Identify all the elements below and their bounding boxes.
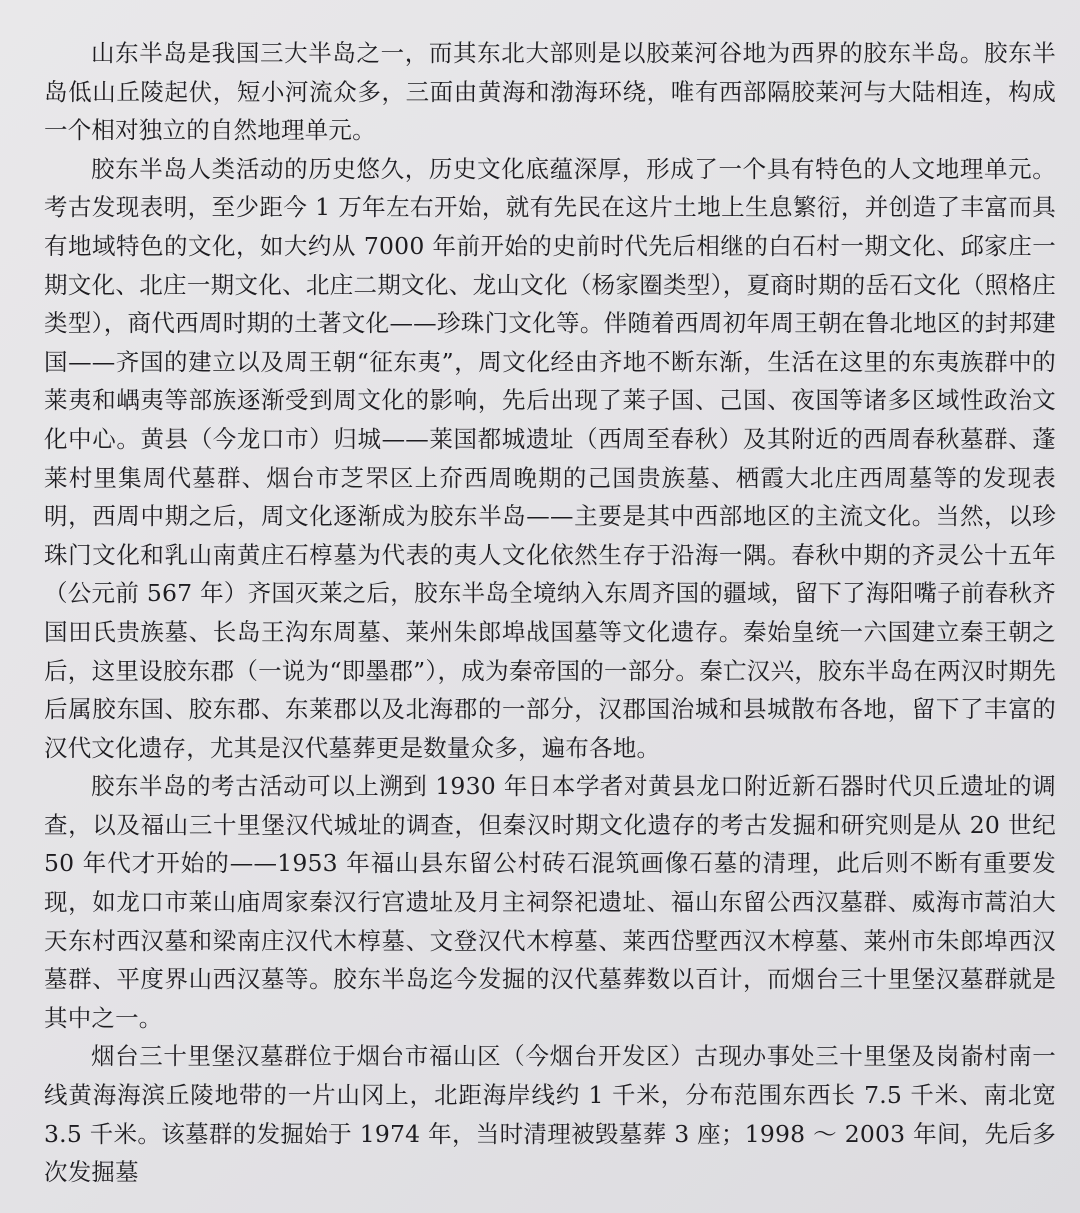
paragraph-1: 山东半岛是我国三大半岛之一，而其东北大部则是以胶莱河谷地为西界的胶东半岛。胶东半岛低山丘陵起伏，短小河流众多，三面由黄海和渤海环绕，唯有西部隔胶莱河与大陆相连，构成一个相对独立的自然地理单元。 xyxy=(44,39,1056,145)
paragraph-2: 胶东半岛人类活动的历史悠久，历史文化底蕴深厚，形成了一个具有特色的人文地理单元。考古发现表明，至少距今 1 万年左右开始，就有先民在这片土地上生息繁衍，并创造了丰富而具有地域特色的文化，如大约从 7000 年前开始的史前时代先后相继的白石村一期文化、邱家庄一期文化、北庄一期文化、北庄二期文化、龙山文化（杨家圈类型），夏商时期的岳石文化（照格庄类型），商代西周时期的土著文化——珍珠门文化等。伴随着西周初年周王朝在鲁北地区的封邦建国——齐国的建立以及周王朝“征东夷”，周文化经由齐地不断东渐，生活在这里的东夷族群中的莱夷和嵎夷等部族逐渐受到周文化的影响，先后出现了莱子国、己国、夜国等诸多区域性政治文化中心。黄县（今龙口市）归城——莱国都城遗址（西周至春秋）及其附近的西周春秋墓群、蓬莱村里集周代墓群、烟台市芝罘区上夼西周晚期的己国贵族墓、栖霞大北庄西周墓等的发现表明，西周中期之后，周文化逐渐成为胶东半岛——主要是其中西部地区的主流文化。当然，以珍珠门文化和乳山南黄庄石椁墓为代表的夷人文化依然生存于沿海一隅。春秋中期的齐灵公十五年（公元前 567 年）齐国灭莱之后，胶东半岛全境纳入东周齐国的疆域，留下了海阳嘴子前春秋齐国田氏贵族墓、长岛王沟东周墓、莱州朱郎埠战国墓等文化遗存。秦始皇统一六国建立秦王朝之后，这里设胶东郡（一说为“即墨郡”），成为秦帝国的一部分。秦亡汉兴，胶东半岛在两汉时期先后属胶东国、胶东郡、东莱郡以及北海郡的一部分，汉郡国治城和县城散布各地，留下了丰富的汉代文化遗存，尤其是汉代墓葬更是数量众多，遍布各地。 xyxy=(44,154,1056,762)
paragraph-4: 烟台三十里堡汉墓群位于烟台市福山区（今烟台开发区）古现办事处三十里堡及岗嵛村南一线黄海海滨丘陵地带的一片山冈上，北距海岸线约 1 千米，分布范围东西长 7.5 千米、南北宽 3.5 千米。该墓群的发掘始于 1974 年，当时清理被毁墓葬 3 座；1998 ～ 2003 年间，先后多次发掘墓 xyxy=(44,1042,1056,1187)
paragraph-3: 胶东半岛的考古活动可以上溯到 1930 年日本学者对黄县龙口附近新石器时代贝丘遗址的调查，以及福山三十里堡汉代城址的调查，但秦汉时期文化遗存的考古发掘和研究则是从 20 世纪 50 年代才开始的——1953 年福山县东留公村砖石混筑画像石墓的清理，此后则不断有重要发现，如龙口市莱山庙周家秦汉行宫遗址及月主祠祭祀遗址、福山东留公西汉墓群、威海市蒿泊大天东村西汉墓和梁南庄汉代木椁墓、文登汉代木椁墓、莱西岱墅西汉木椁墓、莱州市朱郎埠西汉墓群、平度界山西汉墓等。胶东半岛迄今发掘的汉代墓葬数以百计，而烟台三十里堡汉墓群就是其中之一。 xyxy=(44,772,1056,1032)
